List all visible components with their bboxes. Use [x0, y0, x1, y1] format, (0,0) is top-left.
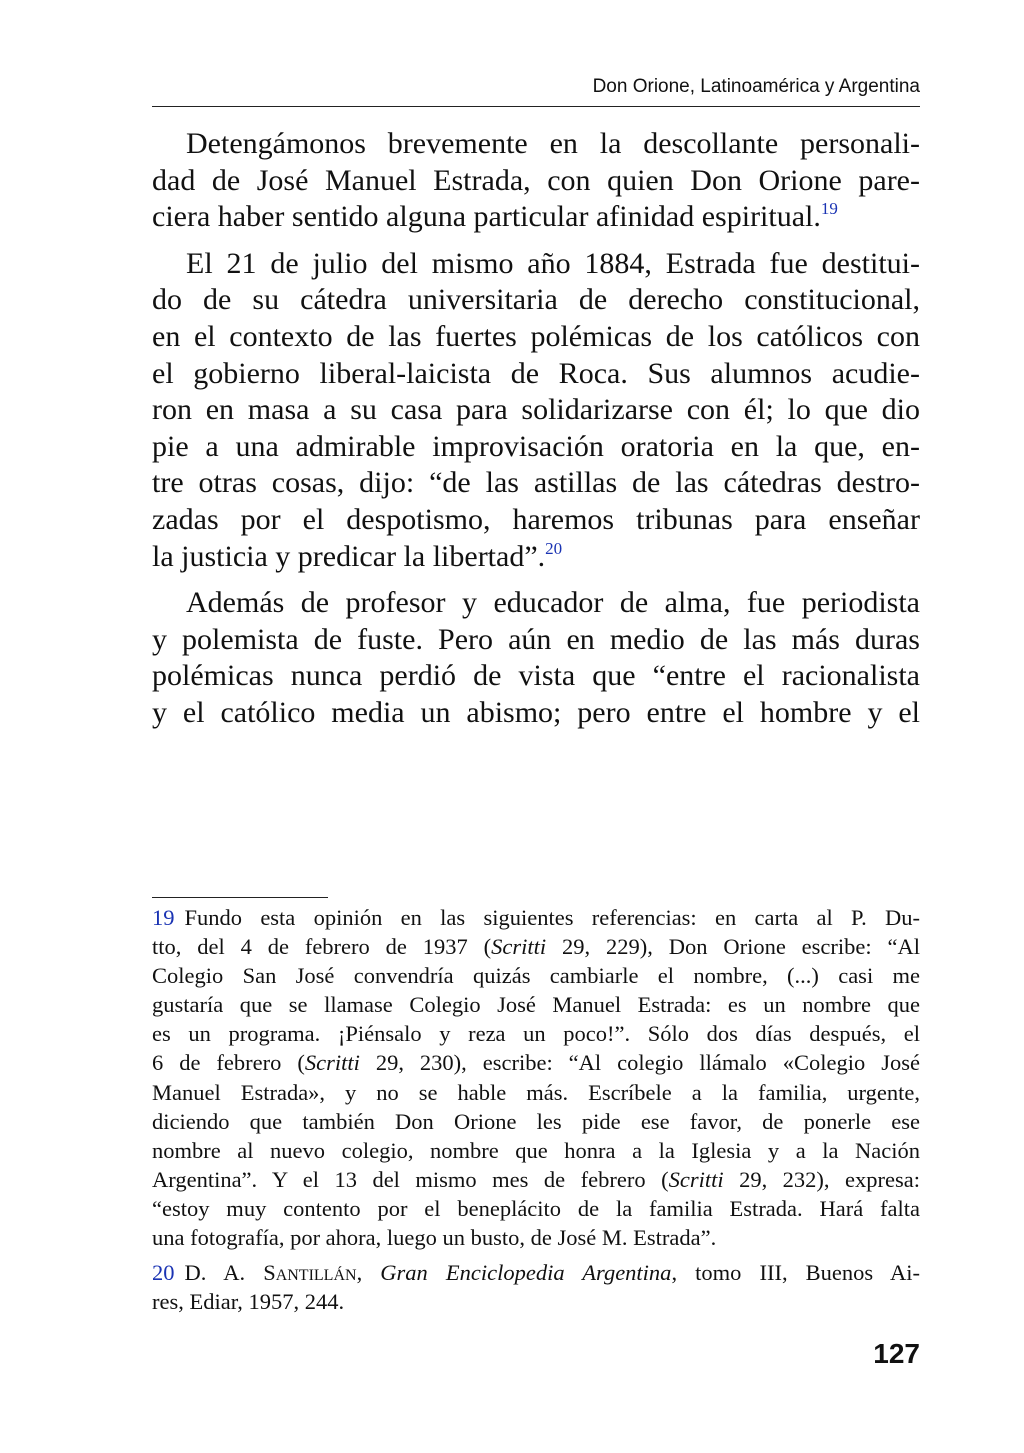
running-head: Don Orione, Latinoamérica y Argentina	[592, 76, 920, 97]
footnote-line: es un programa. ¡Piénsalo y reza un poco!”. Sólo dos días después, el	[152, 1021, 920, 1047]
text-line	[152, 199, 920, 236]
line-text: la justicia y predicar la libertad”.	[152, 539, 546, 573]
line-text: 29, 232), expresa:	[723, 1166, 920, 1192]
author-initials: D. A.	[184, 1260, 264, 1286]
main-text	[152, 126, 920, 732]
text-line: polémicas nunca perdió de vista que “entre el racionalista	[152, 659, 920, 693]
footnote-20	[152, 1258, 920, 1316]
footnote-line: Colegio San José convendría quizás cambiarle el nombre, (...) casi me	[152, 963, 920, 989]
italic-title: Scritti	[668, 1166, 724, 1192]
line-text: ciera haber sentido alguna particular afinidad espiritual.	[152, 200, 821, 234]
line-text: , tomo III, Buenos Ai-	[671, 1260, 921, 1286]
separator: ,	[356, 1260, 381, 1286]
footnote-19	[152, 903, 920, 1252]
footnote-line: “estoy muy contento por el beneplácito de la familia Estrada. Hará falta	[152, 1195, 920, 1221]
text-line: El 21 de julio del mismo año 1884, Estrada fue destitui-	[186, 246, 920, 280]
footnote-line: res, Ediar, 1957, 244.	[152, 1289, 345, 1315]
text-line: do de su cátedra universitaria de derecho constitucional,	[152, 283, 920, 317]
footnote-ref-20[interactable]: 20	[545, 538, 563, 558]
footnote-line: Manuel Estrada», y no se hable más. Escríbele a la familia, urgente,	[152, 1079, 920, 1105]
footnote-line	[152, 1258, 920, 1287]
footnote-ref-19[interactable]: 19	[820, 199, 838, 219]
author-surname: Santillán	[263, 1260, 357, 1286]
work-title: Gran Enciclopedia Argentina	[380, 1260, 672, 1286]
text-line: en el contexto de las fuertes polémicas de los católicos con	[152, 319, 920, 353]
footnote-rule	[152, 897, 328, 898]
line-text: Fundo esta opinión en las siguientes referencias: en carta al P. Du-	[184, 905, 920, 930]
line-text: Argentina”. Y el 13 del mismo mes de febrero (	[152, 1166, 669, 1192]
footnote-line	[152, 1165, 920, 1194]
paragraph-1	[152, 126, 920, 236]
line-text: 29, 230), escribe: “Al colegio llámalo «Colegio José	[359, 1050, 920, 1076]
text-line: y el católico media un abismo; pero entre el hombre y el	[152, 695, 920, 729]
text-line: dad de José Manuel Estrada, con quien Don Orione pare-	[152, 163, 920, 197]
line-text: 29, 229), Don Orione escribe: “Al	[546, 934, 920, 960]
footnotes	[152, 903, 920, 1316]
italic-title: Scritti	[491, 934, 547, 960]
text-line: Detengámonos brevemente en la descollante personali-	[186, 127, 920, 160]
text-line: y polemista de fuste. Pero aún en medio de las más duras	[152, 622, 920, 656]
text-line: zadas por el despotismo, haremos tribunas para enseñar	[152, 502, 920, 536]
paragraph-2	[152, 246, 920, 575]
page-number: 127	[873, 1338, 920, 1369]
text-line: pie a una admirable improvisación oratoria en la que, en-	[152, 429, 920, 463]
text-line: ron en masa a su casa para solidarizarse con él; lo que dio	[152, 393, 920, 427]
text-line: el gobierno liberal-laicista de Roca. Sus alumnos acudie-	[152, 356, 920, 390]
footnote-line	[152, 1048, 920, 1077]
line-text: tto, del 4 de febrero de 1937 (	[152, 934, 492, 960]
line-text: 6 de febrero (	[152, 1050, 305, 1076]
text-line: tre otras cosas, dijo: “de las astillas de las cátedras destro-	[152, 466, 920, 500]
footnote-line: diciendo que también Don Orione les pide ese favor, de ponerle ese	[152, 1108, 920, 1134]
footnote-line	[152, 932, 920, 961]
footnote-number: 20	[152, 1260, 175, 1286]
text-line	[152, 539, 920, 576]
footnote-line: nombre al nuevo colegio, nombre que honra a la Iglesia y a la Nación	[152, 1137, 920, 1163]
header-rule	[152, 106, 920, 107]
text-line: Además de profesor y educador de alma, fue periodista	[186, 586, 920, 620]
footnote-number: 19	[152, 905, 175, 930]
paragraph-3	[152, 585, 920, 731]
footnote-line: una fotografía, por ahora, luego un busto, de José M. Estrada”.	[152, 1225, 717, 1251]
italic-title: Scritti	[304, 1050, 360, 1076]
footnote-line: gustaría que se llamase Colegio José Manuel Estrada: es un nombre que	[152, 992, 920, 1018]
footnote-line	[152, 903, 920, 932]
